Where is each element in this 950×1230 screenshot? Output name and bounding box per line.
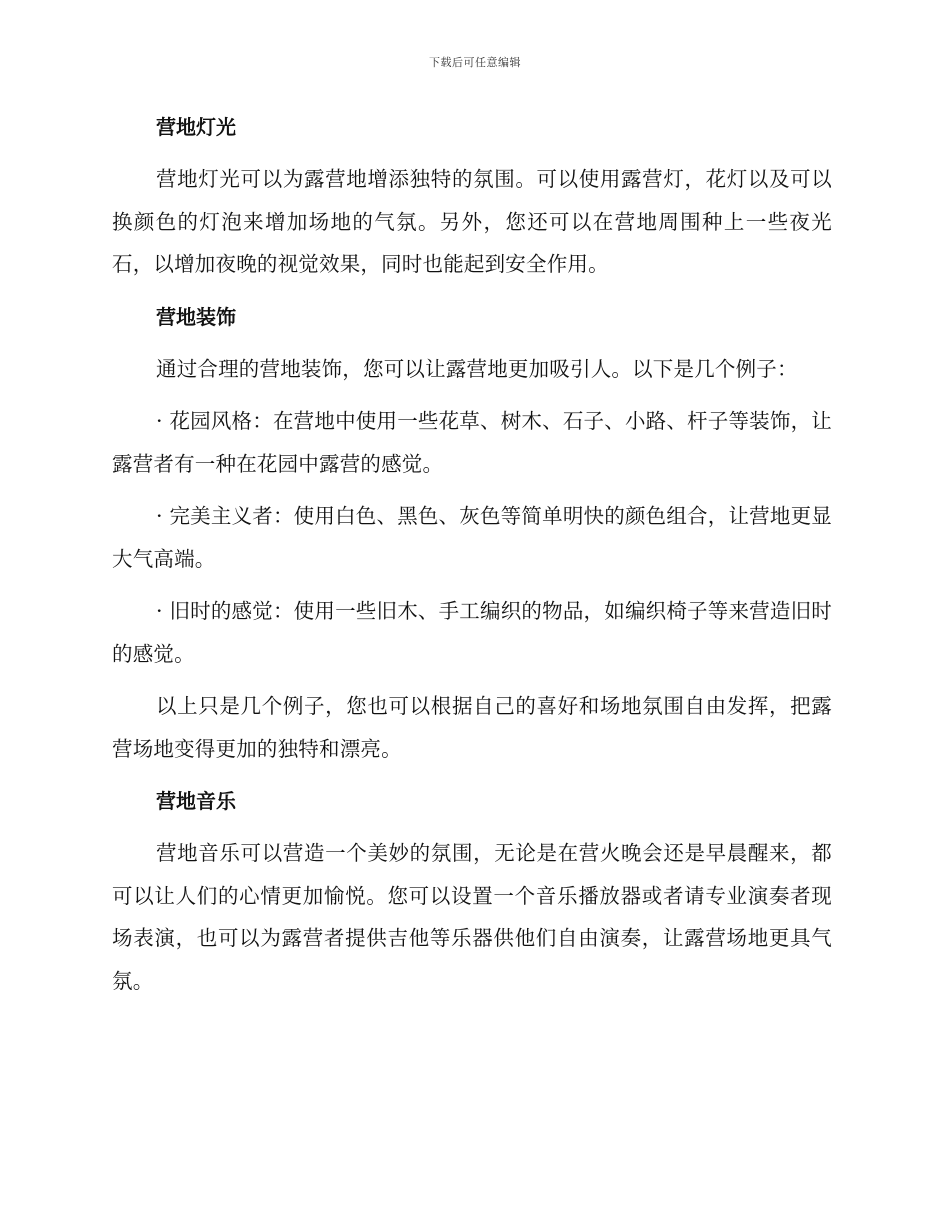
- section-lighting: [112, 110, 832, 286]
- section-decoration: [112, 300, 832, 771]
- list-item: · 旧时的感觉：使用一些旧木、手工编织的物品，如编织椅子等来营造旧时的感觉。: [112, 599, 832, 666]
- paragraph: 以上只是几个例子，您也可以根据自己的喜好和场地氛围自由发挥，把露营场地变得更加的独特和漂亮。: [112, 694, 832, 761]
- document-body: [112, 110, 832, 1002]
- paragraph: 营地灯光可以为露营地增添独特的氛围。可以使用露营灯，花灯以及可以换颜色的灯泡来增加场地的气氛。另外，您还可以在营地周围种上一些夜光石，以增加夜晚的视觉效果，同时也能起到安全作用。: [112, 167, 832, 276]
- section-heading: 营地音乐: [156, 789, 236, 813]
- page-header: 下载后可任意编辑: [429, 56, 521, 69]
- section-music: [112, 784, 832, 1002]
- paragraph: 营地音乐可以营造一个美妙的氛围，无论是在营火晚会还是早晨醒来，都可以让人们的心情更加愉悦。您可以设置一个音乐播放器或者请专业演奏者现场表演，也可以为露营者提供吉他等乐器供他们自由演奏，让露营场地更具气氛。: [112, 841, 832, 993]
- section-heading: 营地装饰: [156, 304, 236, 329]
- list-item: · 花园风格：在营地中使用一些花草、树木、石子、小路、杆子等装饰，让露营者有一种在花园中露营的感觉。: [112, 409, 832, 476]
- section-heading: 营地灯光: [156, 115, 236, 139]
- list-item: · 完美主义者：使用白色、黑色、灰色等简单明快的颜色组合，让营地更显大气高端。: [112, 504, 832, 571]
- paragraph: 通过合理的营地装饰，您可以让露营地更加吸引人。以下是几个例子：: [156, 356, 798, 381]
